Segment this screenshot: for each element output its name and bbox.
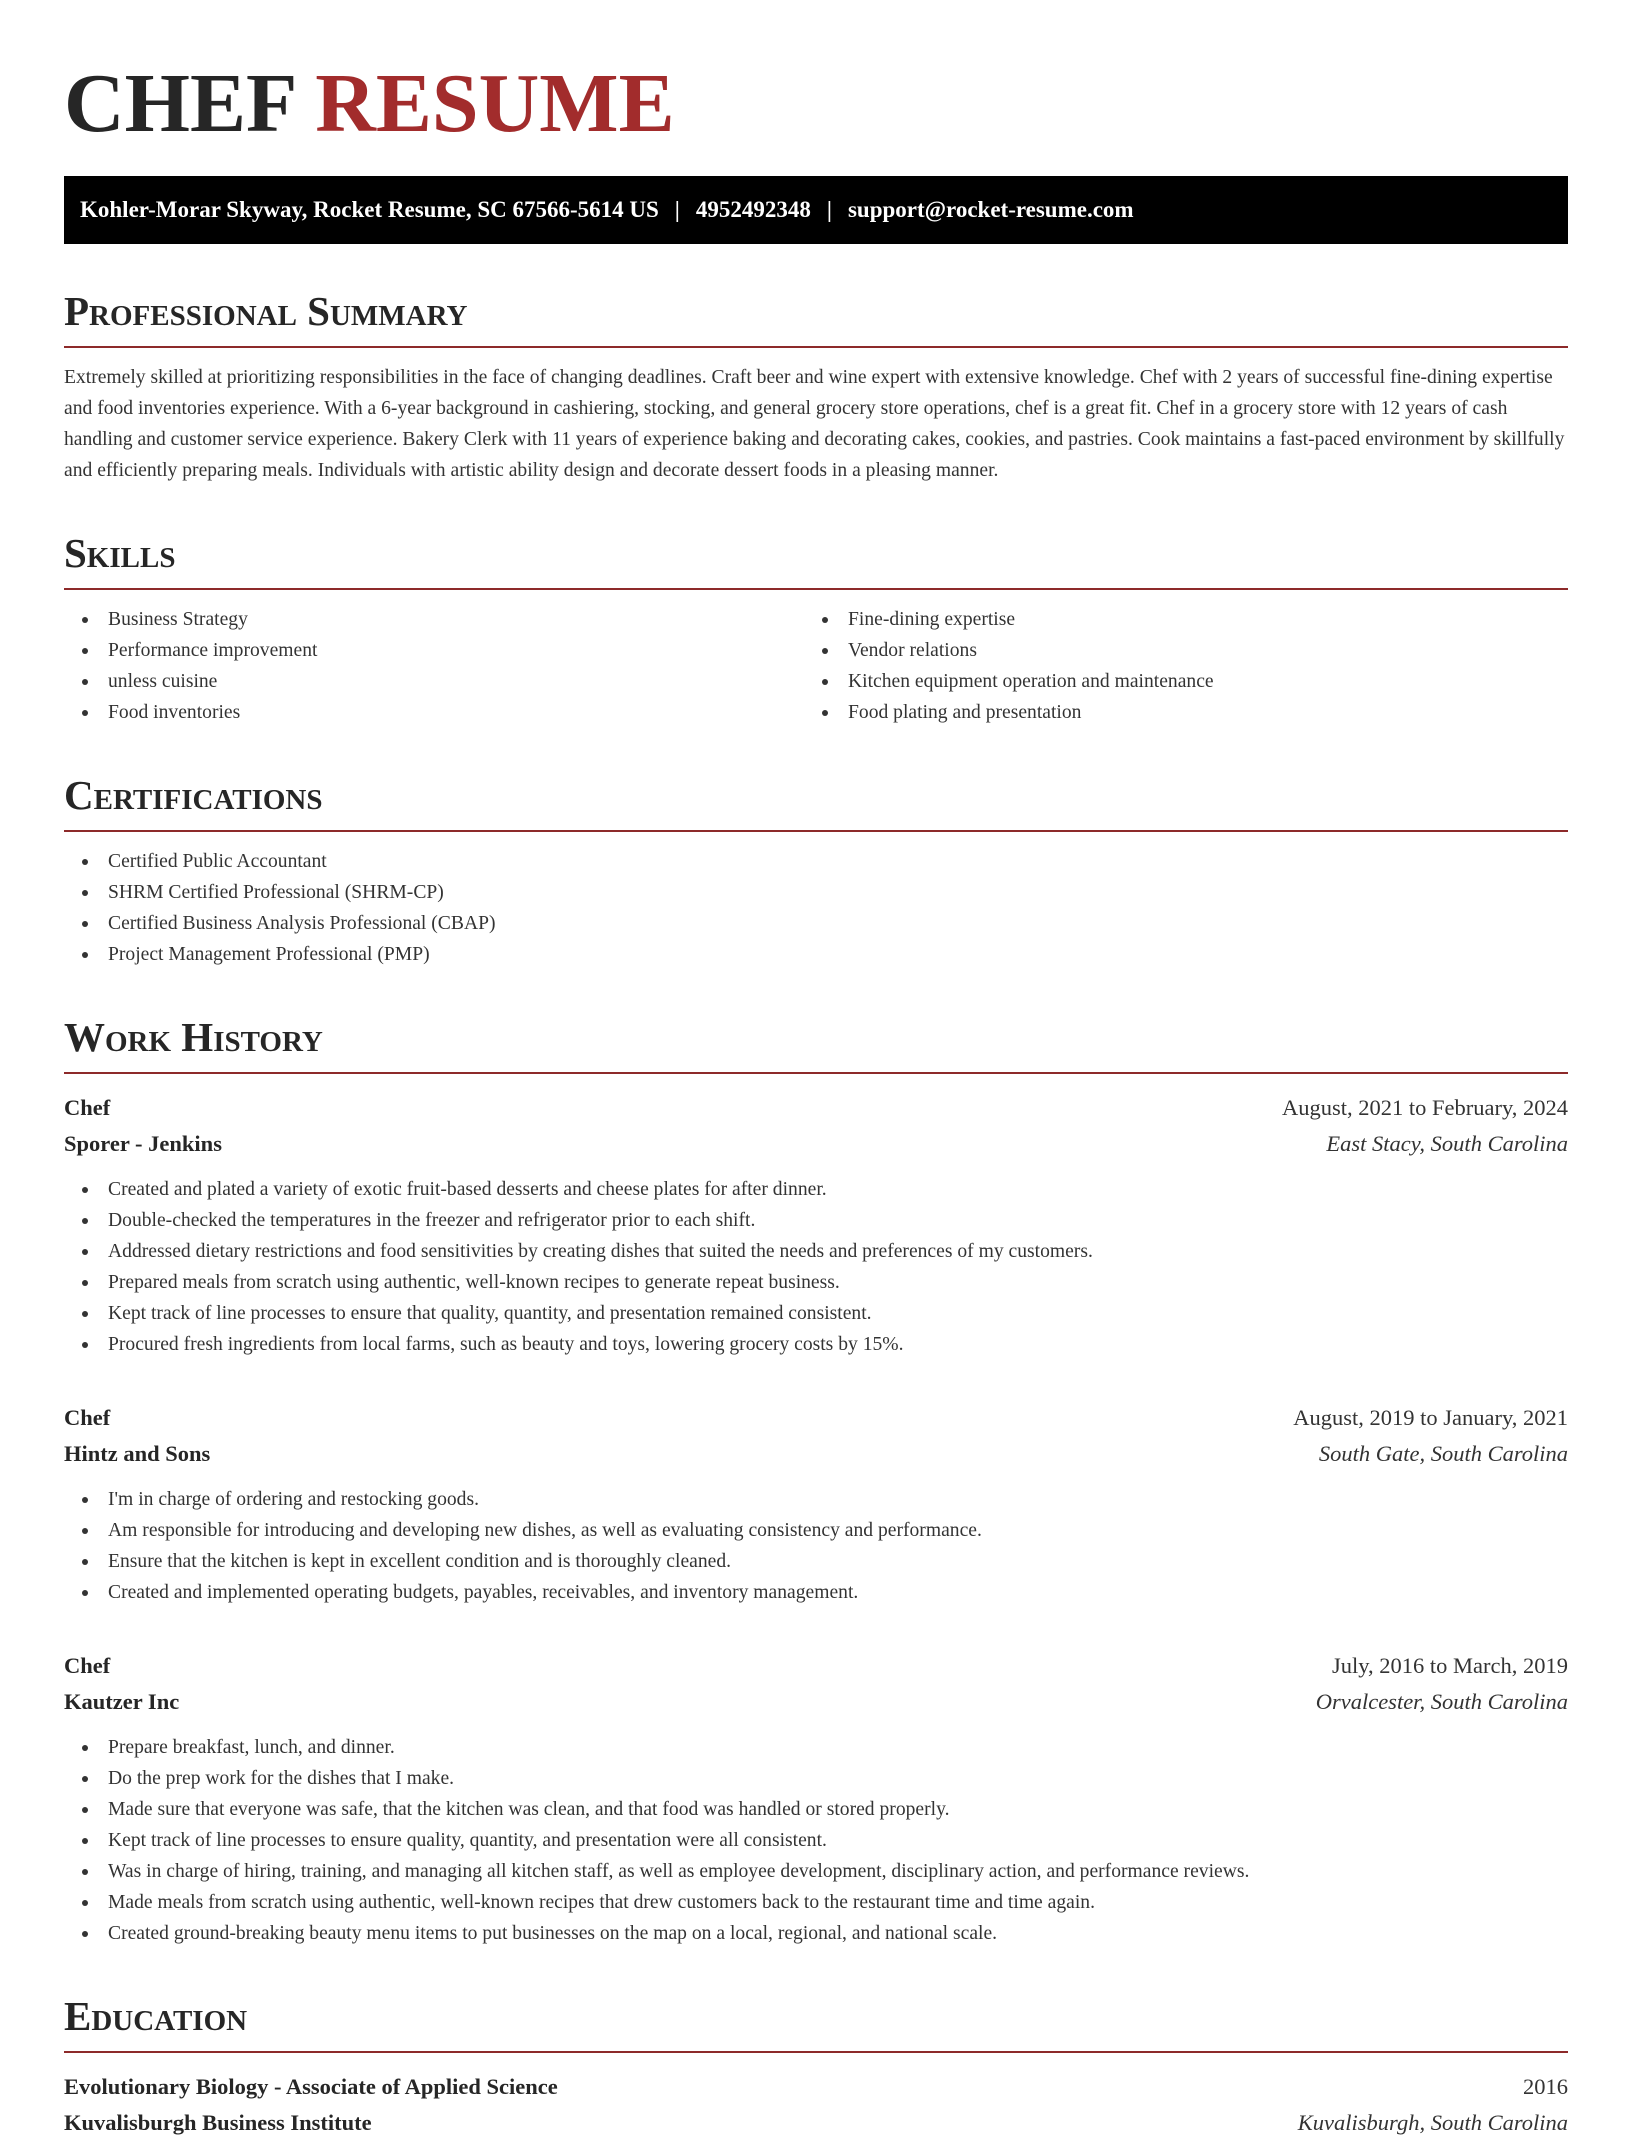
job-duty-item: Kept track of line processes to ensure quality, quantity, and presentation were all consistent.: [64, 1825, 1568, 1856]
job-title-row: [64, 1090, 1568, 1126]
certifications-list: [64, 846, 1568, 970]
skills-heading: Skills: [64, 530, 1568, 590]
education-location: Kuvalisburgh, South Carolina: [1297, 2110, 1568, 2135]
job-duty-item: Procured fresh ingredients from local farms, such as beauty and toys, lowering grocery costs by 15%.: [64, 1329, 1568, 1360]
certifications-section: [64, 772, 1568, 970]
skills-section: [64, 530, 1568, 728]
title-main: CHEF: [64, 57, 295, 150]
job-dates: August, 2019 to January, 2021: [1293, 1405, 1568, 1430]
job-title: Chef: [64, 1095, 111, 1120]
job-duty-item: Created and implemented operating budgets, payables, receivables, and inventory management.: [64, 1577, 1568, 1608]
work-history-section: [64, 1014, 1568, 1949]
job-duties: [64, 1732, 1568, 1949]
job-title: Chef: [64, 1653, 111, 1678]
skills-list-right: [804, 604, 1544, 728]
job-duty-item: Ensure that the kitchen is kept in excellent condition and is thoroughly cleaned.: [64, 1546, 1568, 1577]
job-dates: August, 2021 to February, 2024: [1281, 1095, 1568, 1120]
skill-item: Food inventories: [64, 697, 804, 728]
certification-item: Certified Public Accountant: [64, 846, 1568, 877]
skills-list-left: [64, 604, 804, 728]
job-company-row: [64, 1436, 1568, 1472]
skills-grid: [64, 590, 1568, 728]
resume-title: [64, 56, 1568, 152]
skill-item: Vendor relations: [804, 635, 1544, 666]
contact-phone: 4952492348: [695, 197, 811, 222]
job-duty-item: Made sure that everyone was safe, that the kitchen was clean, and that food was handled or stored properly.: [64, 1794, 1568, 1825]
job-dates: July, 2016 to March, 2019: [1331, 1653, 1568, 1678]
education-degree: Evolutionary Biology - Associate of Applied Science: [64, 2074, 558, 2099]
job-entry: [64, 1400, 1568, 1608]
summary-section: [64, 288, 1568, 486]
job-duty-item: Prepare breakfast, lunch, and dinner.: [64, 1732, 1568, 1763]
skill-item: Food plating and presentation: [804, 697, 1544, 728]
certification-item: SHRM Certified Professional (SHRM-CP): [64, 877, 1568, 908]
job-duty-item: Kept track of line processes to ensure that quality, quantity, and presentation remained consistent.: [64, 1298, 1568, 1329]
education-degree-row: [64, 2069, 1568, 2105]
skill-item: Kitchen equipment operation and maintenance: [804, 666, 1544, 697]
job-entry: [64, 1648, 1568, 1949]
job-location: Orvalcester, South Carolina: [1315, 1689, 1568, 1714]
skill-item: Performance improvement: [64, 635, 804, 666]
job-duty-item: Was in charge of hiring, training, and managing all kitchen staff, as well as employee development, disciplinary action, and performance reviews.: [64, 1856, 1568, 1887]
contact-bar: [64, 176, 1568, 244]
resume-page: [64, 0, 1568, 2141]
job-duties: [64, 1484, 1568, 1608]
job-company-row: [64, 1126, 1568, 1162]
job-location: South Gate, South Carolina: [1318, 1441, 1568, 1466]
contact-address: Kohler-Morar Skyway, Rocket Resume, SC 67566-5614 US: [80, 197, 659, 222]
contact-separator: |: [674, 197, 680, 222]
job-duty-item: Made meals from scratch using authentic, well-known recipes that drew customers back to the restaurant time and time again.: [64, 1887, 1568, 1918]
job-duty-item: Prepared meals from scratch using authentic, well-known recipes to generate repeat business.: [64, 1267, 1568, 1298]
education-school-row: [64, 2105, 1568, 2141]
job-duty-item: Addressed dietary restrictions and food sensitivities by creating dishes that suited the needs and preferences of my customers.: [64, 1236, 1568, 1267]
job-duty-item: Created ground-breaking beauty menu items to put businesses on the map on a local, regional, and national scale.: [64, 1918, 1568, 1949]
education-year: 2016: [1523, 2074, 1568, 2099]
education-entry: [64, 2069, 1568, 2141]
skill-item: unless cuisine: [64, 666, 804, 697]
job-entry: [64, 1090, 1568, 1360]
job-duty-item: Am responsible for introducing and developing new dishes, as well as evaluating consistency and performance.: [64, 1515, 1568, 1546]
contact-email: support@rocket-resume.com: [847, 197, 1134, 222]
summary-heading: Professional Summary: [64, 288, 1568, 348]
job-title-row: [64, 1400, 1568, 1436]
job-location: East Stacy, South Carolina: [1326, 1131, 1568, 1156]
job-company-row: [64, 1684, 1568, 1720]
summary-text: Extremely skilled at prioritizing responsibilities in the face of changing deadlines. Craft beer and wine expert with extensive knowledge. Chef with 2 years of successful fine-dining expertise and food inventories experience. With a 6-year background in cashiering, stocking, and general grocery store operations, chef is a great fit. Chef in a grocery store with 12 years of cash handling and customer service experience. Bakery Clerk with 11 years of experience baking and decorating cakes, cookies, and pastries. Cook maintains a fast-paced environment by skillfully and efficiently preparing meals. Individuals with artistic ability design and decorate dessert foods in a pleasing manner.: [64, 367, 1565, 481]
certifications-heading: Certifications: [64, 772, 1568, 832]
job-duty-item: Created and plated a variety of exotic fruit-based desserts and cheese plates for after dinner.: [64, 1174, 1568, 1205]
certification-item: Project Management Professional (PMP): [64, 939, 1568, 970]
skill-item: Fine-dining expertise: [804, 604, 1544, 635]
job-duty-item: Do the prep work for the dishes that I make.: [64, 1763, 1568, 1794]
work-history-heading: Work History: [64, 1014, 1568, 1074]
education-section: [64, 1993, 1568, 2141]
skill-item: Business Strategy: [64, 604, 804, 635]
education-heading: Education: [64, 1993, 1568, 2053]
job-company: Hintz and Sons: [64, 1441, 211, 1466]
title-accent: RESUME: [315, 57, 675, 150]
job-company: Sporer - Jenkins: [64, 1131, 222, 1156]
job-title: Chef: [64, 1405, 111, 1430]
job-duties: [64, 1174, 1568, 1360]
job-company: Kautzer Inc: [64, 1689, 180, 1714]
job-duty-item: I'm in charge of ordering and restocking goods.: [64, 1484, 1568, 1515]
contact-separator: |: [826, 197, 832, 222]
certification-item: Certified Business Analysis Professional (CBAP): [64, 908, 1568, 939]
education-school: Kuvalisburgh Business Institute: [64, 2110, 372, 2135]
job-duty-item: Double-checked the temperatures in the freezer and refrigerator prior to each shift.: [64, 1205, 1568, 1236]
job-title-row: [64, 1648, 1568, 1684]
